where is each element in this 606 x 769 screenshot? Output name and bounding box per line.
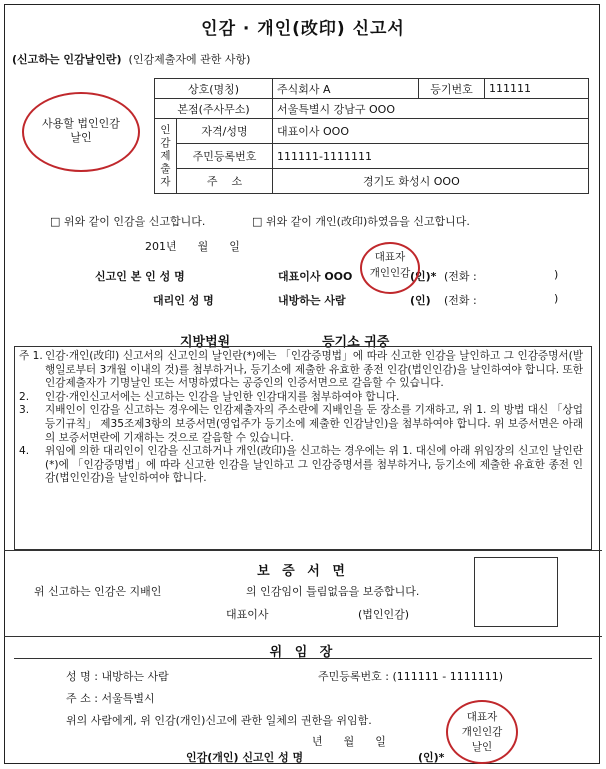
check-seal-report-label: 위와 같이 인감을 신고합니다. <box>63 215 206 228</box>
section-divider <box>14 658 592 659</box>
proxy-name: 성 명 : 내방하는 사람 <box>66 670 169 683</box>
hq-label: 본점(주사무소) <box>155 99 273 119</box>
reporter-seal: (인)* <box>410 270 437 283</box>
proxy-date: 년 월 일 <box>312 735 386 748</box>
reg-no-label: 등기번호 <box>419 79 485 99</box>
check-seal-change[interactable] <box>252 213 470 229</box>
submitter-info-table <box>154 78 589 194</box>
checkbox-icon[interactable]: □ <box>50 215 61 228</box>
proxy-seal-text: 대표자 개인인감 날인 <box>461 711 503 753</box>
address-value: 경기도 화성시 OOO <box>273 169 589 194</box>
registry-office: 등기소 귀중 <box>322 335 390 350</box>
agent-phone: (전화 : <box>444 294 477 307</box>
id-no-label: 주민등록번호 <box>177 144 273 169</box>
proxy-title: 위 임 장 <box>269 645 337 660</box>
reporter-phone-close: ) <box>554 268 559 281</box>
form-title: 인감 · 개인(改印) 신고서 <box>201 19 405 39</box>
agent-label: 대리인 성 명 <box>153 294 214 307</box>
court-name: 지방법원 <box>180 335 231 350</box>
guarantee-line-2a: 대표이사 <box>226 608 269 621</box>
reporter-name: 대표이사 OOO <box>278 270 353 283</box>
agent-phone-close: ) <box>554 292 559 305</box>
proxy-signer-seal: (인)* <box>418 751 445 764</box>
guarantee-stamp-box[interactable] <box>474 557 558 627</box>
agent-name: 내방하는 사람 <box>278 294 346 307</box>
note-item: 주 1. 인감·개인(改印) 신고서의 신고인의 날인란(*)에는 「인감증명법」에 따라 신고한 인감을 날인하고 그 인감증명서(발행일로부터 3개월 이내의 것)를 첨부하거나, 등기소에 제출한 유효한 종전 인감(법인인감)을 날인하여야 합니다. 또한 인감제출자가 기명날인 또는 서명하였다는 공증인의 인증서면으로 갈음할 수 있습니다. <box>19 350 583 390</box>
proxy-signer-label: 인감(개인) 신고인 성 명 <box>186 751 304 764</box>
checkbox-icon[interactable]: □ <box>252 215 263 228</box>
note-item: 2. 인감·개인신고서에는 신고하는 인감을 날인한 인감대지를 첨부하여야 합니다. <box>19 390 400 403</box>
note-item: 3. 지배인이 인감을 신고하는 경우에는 인감제출자의 주소란에 지배인을 둔 장소를 기재하고, 위 1. 의 방법 대신 「상업등기규칙」 제35조제3항의 보증서면(영업주가 등기소에 제출한 인감날인)을 첨부하여야 합니다. 위 보증서면은 아래의 보증서면란에 기재하는 것으로 갈음할 수 있습니다. <box>19 404 583 444</box>
trade-name-label: 상호(명칭) <box>155 79 273 99</box>
submitter-label: 인 감 제 출 자 <box>155 119 177 194</box>
reporter-phone: (전화 : <box>444 270 477 283</box>
check-seal-change-label: 위와 같이 개인(改印)하였음을 신고합니다. <box>265 215 470 228</box>
note-item: 4. 위임에 의한 대리인이 인감을 신고하거나 개인(改印)을 신고하는 경우에는 위 1. 대신에 아래 위임장의 신고인 날인란(*)에 「인감증명법」에 따라 신고한 인감을 날인하고 그 인감증명서를 첨부하거나, 등기소에 제출한 유효한 종전 인감(법인인감)을 날인하여야 합니다. <box>19 445 583 485</box>
hq-value: 서울특별시 강남구 OOO <box>273 99 589 119</box>
address-label: 주 소 <box>177 169 273 194</box>
guarantee-title: 보 증 서 면 <box>257 564 349 579</box>
date-line: 201년 월 일 <box>145 240 240 253</box>
guarantee-line-1b: 의 인감임이 틀림없음을 보증합니다. <box>246 585 420 598</box>
section-divider <box>4 550 602 551</box>
guarantee-line-1a: 위 신고하는 인감은 지배인 <box>34 585 162 598</box>
seal-area-label: (신고하는 인감날인란) <box>12 53 122 66</box>
proxy-address: 주 소 : 서울특별시 <box>66 692 155 705</box>
reporter-seal-text: 대표자 개인인감 <box>369 251 411 279</box>
subhead <box>12 51 250 67</box>
check-seal-report[interactable] <box>50 213 205 229</box>
submitter-section-label: (인감제출자에 관한 사항) <box>128 53 251 66</box>
guarantee-line-2b: (법인인감) <box>358 608 410 621</box>
section-divider <box>4 636 602 637</box>
agent-seal: (인) <box>410 294 431 307</box>
reporter-label: 신고인 본 인 성 명 <box>95 270 185 283</box>
id-no-value: 111111-1111111 <box>273 144 589 169</box>
position-value: 대표이사 OOO <box>273 119 589 144</box>
trade-name-value: 주식회사 A <box>273 79 419 99</box>
proxy-delegation: 위의 사람에게, 위 인감(개인)신고에 관한 일체의 권한을 위임함. <box>66 714 372 727</box>
notes-box <box>14 346 592 550</box>
reg-no-value: 111111 <box>485 79 589 99</box>
position-label: 자격/성명 <box>177 119 273 144</box>
proxy-id: 주민등록번호 : (111111 - 1111111) <box>318 670 503 683</box>
seal-placeholder-text: 사용할 법인인감 날인 <box>42 117 120 144</box>
